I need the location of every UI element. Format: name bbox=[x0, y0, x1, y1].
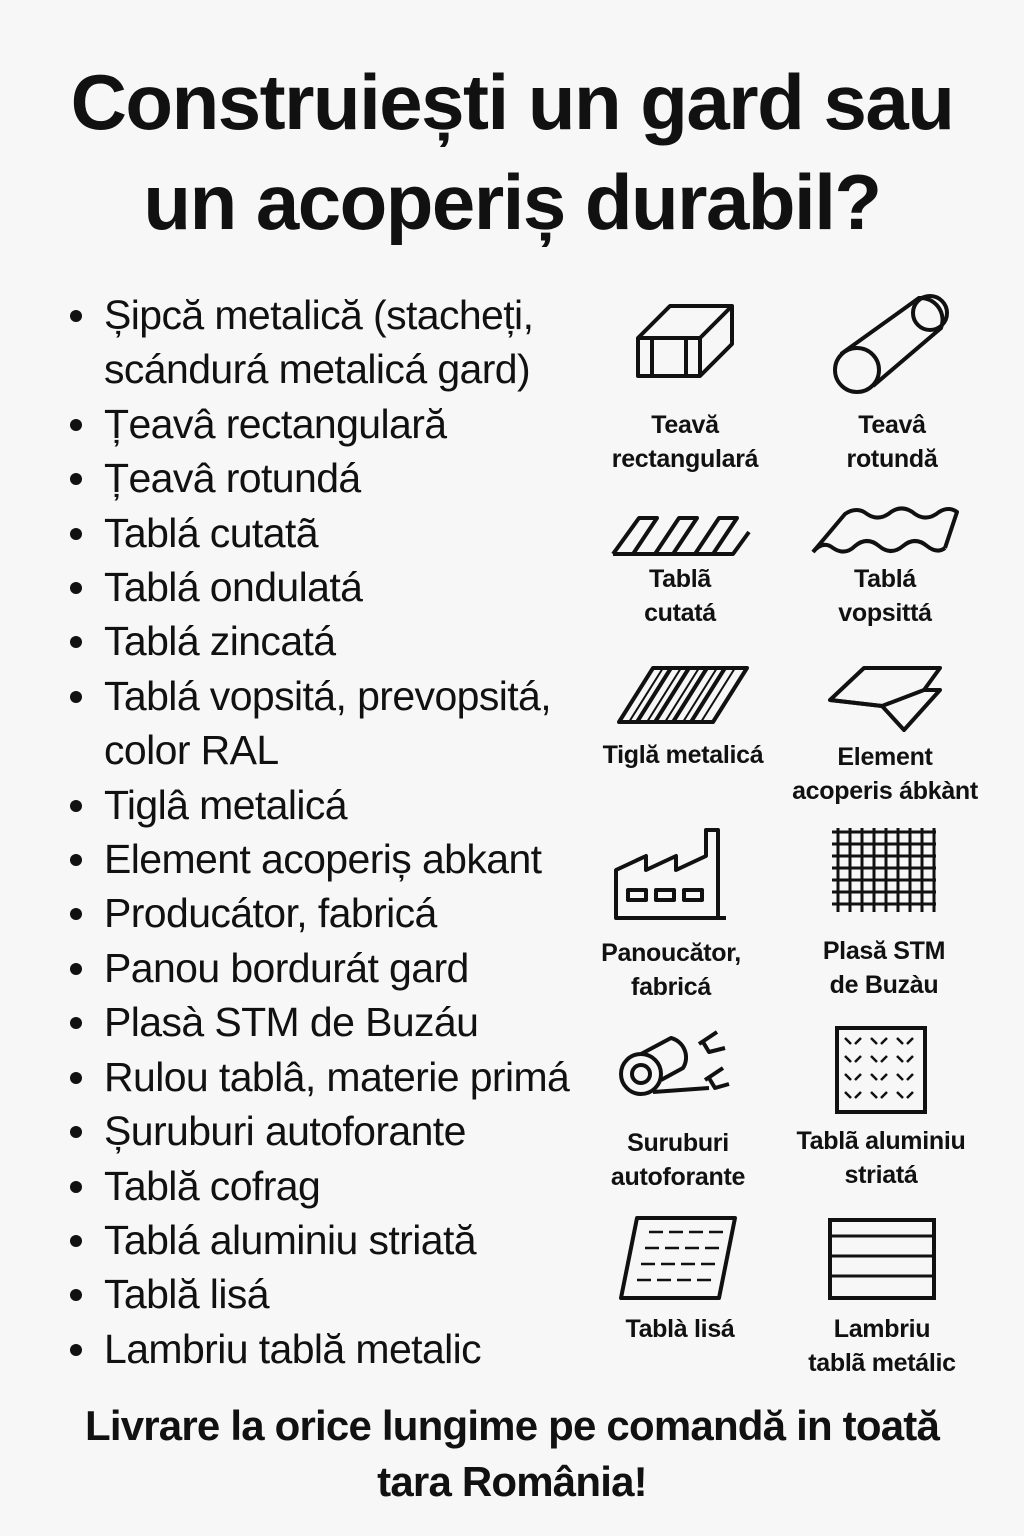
list-item: color RAL bbox=[104, 727, 279, 774]
product-caption: Teavâ rotundă bbox=[846, 411, 938, 473]
list-item: Tablá ondulatá bbox=[68, 560, 598, 614]
footer-line-1: Livrare la orice lungime pe comandă in toată bbox=[84, 1402, 940, 1449]
product-card-flat-sheet bbox=[580, 1214, 780, 1346]
product-card-wavy-sheet bbox=[785, 502, 985, 630]
list-item: Țeavâ rotundá bbox=[68, 451, 598, 505]
list-item: Tablá aluminiu striată bbox=[68, 1213, 598, 1267]
folded-element-icon bbox=[820, 660, 950, 740]
screws-roll-icon bbox=[613, 1024, 743, 1114]
round-pipe-icon bbox=[827, 288, 957, 408]
rectangular-pipe-icon bbox=[630, 288, 740, 408]
product-caption: Teavă rectangulará bbox=[611, 411, 759, 473]
product-card-striated-plate bbox=[781, 1024, 981, 1192]
list-item: Tablá cutatã bbox=[68, 506, 598, 560]
footer-line-2: tara România! bbox=[377, 1458, 647, 1505]
list-item: Tablá vopsitá, prevopsitá, bbox=[68, 669, 598, 723]
product-caption: Tablã aluminiu striatá bbox=[796, 1127, 966, 1189]
factory-icon bbox=[606, 826, 736, 926]
page-title bbox=[0, 52, 1024, 252]
product-card-screws-roll bbox=[578, 1024, 778, 1194]
list-item: Producátor, fabricá bbox=[68, 886, 598, 940]
list-item: Șuruburi autoforante bbox=[68, 1104, 598, 1158]
product-caption: Suruburi autoforante bbox=[610, 1129, 746, 1191]
product-card-paneling bbox=[782, 1214, 982, 1380]
list-item: Tablă lisá bbox=[68, 1267, 598, 1321]
product-caption: Tablá vopsittá bbox=[838, 565, 932, 627]
title-line-2: un acoperiș durabil? bbox=[143, 158, 881, 246]
list-item: Element acoperiș abkant bbox=[68, 832, 598, 886]
product-caption: Plasă STM de Buzàu bbox=[822, 937, 946, 999]
list-item: Șipcă metalică (stacheți, bbox=[68, 288, 598, 342]
delivery-footer bbox=[0, 1398, 1024, 1510]
list-item: Tablá zincatá bbox=[68, 614, 598, 668]
list-item: Rulou tablâ, materie primá bbox=[68, 1050, 598, 1104]
product-caption: Tablà lisá bbox=[625, 1315, 735, 1343]
metal-tile-icon bbox=[613, 660, 753, 730]
mesh-grid-icon bbox=[824, 826, 944, 916]
list-item: Tablă cofrag bbox=[68, 1159, 598, 1213]
wavy-sheet-icon bbox=[805, 502, 965, 562]
list-item: Tiglâ metalicá bbox=[68, 778, 598, 832]
list-item: Țeavâ rectangulară bbox=[68, 397, 598, 451]
list-item: Plasà STM de Buzáu bbox=[68, 995, 598, 1049]
product-card-corrugated-sheet bbox=[580, 502, 780, 630]
product-caption: Panoucător, fabricá bbox=[601, 939, 741, 1001]
product-card-rectangular-pipe bbox=[585, 288, 785, 476]
product-card-mesh-grid bbox=[784, 826, 984, 1002]
list-item: Lambriu tablă metalic bbox=[68, 1322, 598, 1376]
paneling-icon bbox=[824, 1214, 940, 1304]
product-caption: Lambriu tablã metálic bbox=[808, 1315, 956, 1377]
title-line-1: Construiești un gard sau bbox=[70, 58, 954, 146]
product-card-round-pipe bbox=[792, 288, 992, 476]
product-caption: Tiglă metalicá bbox=[602, 741, 764, 769]
product-caption: Tablã cutatá bbox=[644, 565, 716, 627]
product-card-factory bbox=[571, 826, 771, 1004]
flat-sheet-icon bbox=[615, 1214, 745, 1304]
product-caption: Element acoperis ábkànt bbox=[792, 743, 978, 805]
list-item: Panou bordurát gard bbox=[68, 941, 598, 995]
product-list bbox=[68, 288, 598, 1376]
list-item: scándurá metalicá gard) bbox=[104, 346, 531, 393]
striated-plate-icon bbox=[831, 1024, 931, 1116]
corrugated-sheet-icon bbox=[605, 502, 755, 562]
product-card-folded-element bbox=[785, 660, 985, 808]
product-card-metal-tile bbox=[583, 660, 783, 772]
